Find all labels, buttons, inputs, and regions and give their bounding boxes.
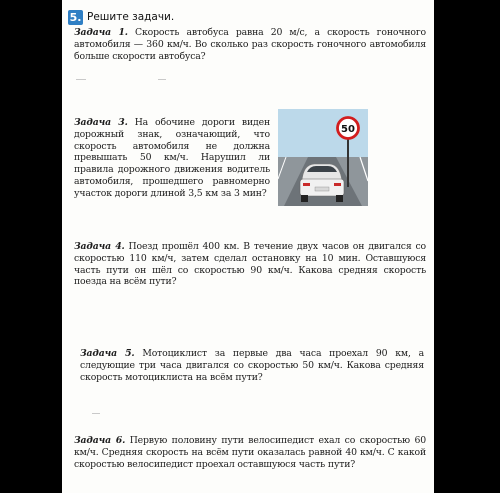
speed-limit-value: 50: [341, 124, 355, 135]
task-5-text: Мотоциклист за первые два часа проехал 90 км, а следующие три часа двигался со скоростью 50 км/ч. Какова средняя скорость мотоциклиста на всём пути?: [80, 348, 424, 383]
task-1-label: Задача 1.: [74, 27, 128, 38]
road-sign-illustration: [278, 109, 368, 206]
task-1-text: Скорость автобуса равна 20 м/с, а скорость гоночного автомобиля — 360 км/ч. Во сколько раз скорость гоночного автомобиля больше скорости автобуса?: [74, 27, 426, 62]
task-4-text: Поезд прошёл 400 км. В течение двух часов он двигался со скоростью 110 км/ч, затем сделал остановку на 10 мин. Оставшуюся часть пути он шёл со скоростью 90 км/ч. Какова средняя скорость поезда на всём пути?: [74, 241, 426, 288]
exercise-number-badge: 5.: [69, 10, 82, 24]
exercise-header: [68, 9, 174, 25]
answer-line: [92, 413, 100, 414]
answer-line: [158, 79, 166, 80]
task-3: [74, 117, 270, 200]
task-6: [74, 435, 426, 470]
task-6-text: Первую половину пути велосипедист ехал со скоростью 60 км/ч. Средняя скорость на всём пути оказалась равной 40 км/ч. С какой скоростью велосипедист проехал оставшуюся часть пути?: [74, 435, 427, 470]
task-4-label: Задача 4.: [74, 241, 125, 252]
task-1: [74, 27, 426, 62]
answer-line: [76, 79, 86, 80]
task-6-label: Задача 6.: [74, 435, 126, 446]
task-5-label: Задача 5.: [80, 348, 135, 359]
worksheet-page: [62, 0, 434, 493]
task-4: [74, 241, 426, 288]
task-3-text: На обочине дороги виден дорожный знак, означающий, что скорость автомобиля не должна превышать 50 км/ч. Нарушил ли правила дорожного движения водитель автомобиля, прошедшего равномерно участок дороги длиной 3,5 км за 3 мин?: [74, 117, 270, 199]
task-5: [80, 348, 424, 383]
task-3-label: Задача 3.: [74, 117, 128, 128]
exercise-title: Решите задачи.: [87, 11, 175, 23]
